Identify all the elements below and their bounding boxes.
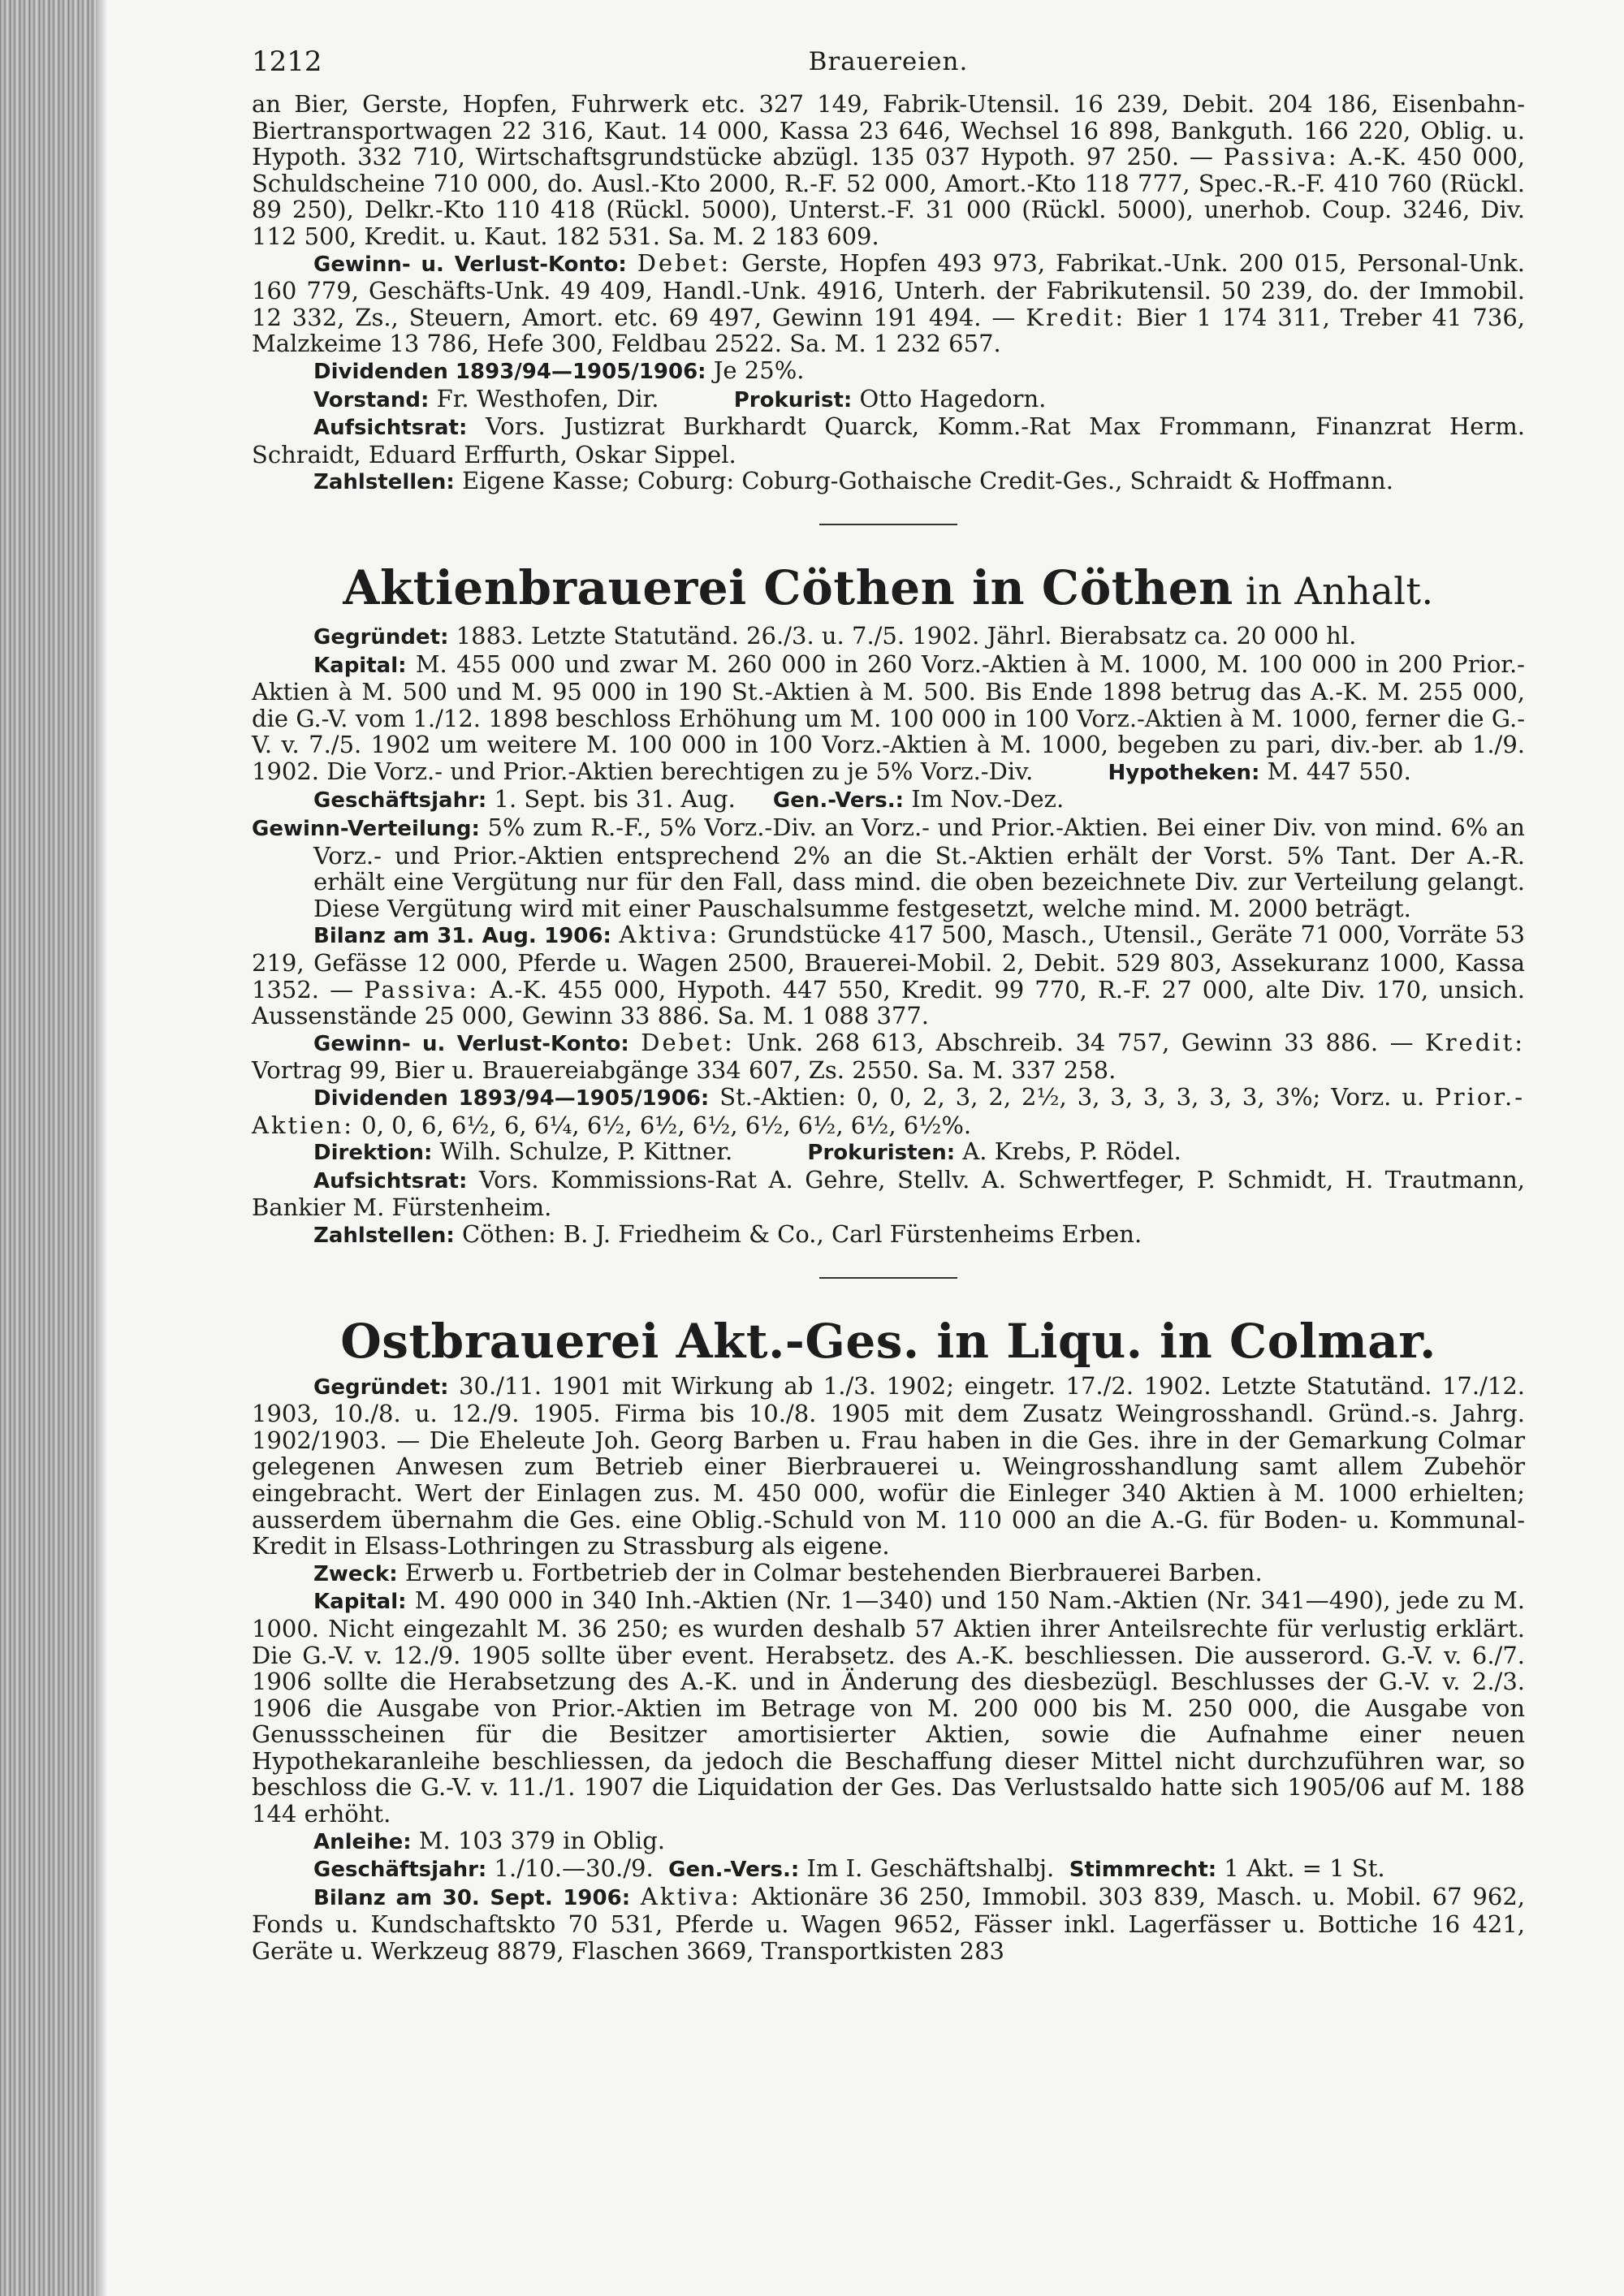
kapital-key: Kapital: (313, 653, 407, 678)
zahlstellen-key: Zahlstellen: (313, 470, 455, 495)
direktion-text: Wilh. Schulze, P. Kittner. (432, 1137, 808, 1166)
cont-aufsichtsrat-para (252, 413, 1525, 468)
genvers-key: Gen.-Vers.: (668, 1858, 800, 1883)
kapital-key: Kapital: (313, 1590, 407, 1615)
passiva-label: Passiva: (1223, 143, 1339, 171)
hypotheken-text: M. 447 550. (1259, 757, 1411, 785)
prior-label: Prior.-Aktien: (252, 1083, 1525, 1139)
section-divider (819, 524, 957, 525)
passiva-label: Passiva: (364, 975, 480, 1003)
hypotheken-key: Hypotheken: (1108, 760, 1260, 785)
aktiva-label: Aktiva: (619, 921, 720, 949)
colmar-gegruendet (252, 1373, 1525, 1560)
gegruendet-key: Gegründet: (313, 1375, 449, 1400)
entry-title-colmar: Ostbrauerei Akt.-Ges. in Liqu. in Colmar. (340, 1313, 1436, 1369)
colmar-anleihe (252, 1828, 1525, 1856)
div-key: Dividenden 1893/94—1905/1906: (313, 359, 706, 384)
gv-kredit-text: Vortrag 99, Bier u. Brauereiabgänge 334 607, Zs. 2550. Sa. M. 337 258. (252, 1056, 1116, 1085)
gegruendet-text: 1883. Letzte Statutänd. 26./3. u. 7./5. 1902. Jährl. Bierabsatz ca. 20 000 hl. (448, 621, 1357, 650)
geschaeftsjahr-key: Geschäftsjahr: (313, 1858, 487, 1883)
zahlstellen-text: Cöthen: B. J. Friedheim & Co., Carl Fürstenheims Erben. (454, 1219, 1142, 1248)
cothen-zahlstellen (252, 1221, 1525, 1249)
colmar-zweck (252, 1560, 1525, 1588)
geschaeftsjahr-text: 1. Sept. bis 31. Aug. (486, 785, 773, 814)
cont-passiva-text: A.-K. 450 000, Schuldscheine 710 000, do. Ausl.-Kto 2000, R.-F. 52 000, Amort.-Kto 118 777, Spec.-R.-F. 410 760 (Rückl. 89 250), Delkr.-Kto 110 418 (Rückl. 5000), Unterst.-F. 31 000 (Rückl. 5000), unerhob. Coup. 3246, Div. 112 500, Kredit. u. Kaut. 182 531. Sa. M. 2 183 609. (252, 143, 1525, 250)
aufsichtsrat-key: Aufsichtsrat: (313, 416, 468, 441)
debet-label: Debet: (641, 1028, 735, 1056)
kredit-label: Kredit: (1026, 303, 1126, 331)
spine-shadow (96, 0, 107, 2296)
cothen-dividenden (252, 1084, 1525, 1138)
debet-label: Debet: (637, 248, 732, 277)
book-spine (0, 0, 96, 2296)
bilanz-aktiva-text: Grundstücke 417 500, Masch., Utensil., Geräte 71 000, Vorräte 53 219, Gefässe 12 000, Pferde u. Wagen 2500, Brauerei-Mobil. 2, Debit. 529 803, Assekuranz 1000, Kassa 1352. — (252, 921, 1526, 1003)
vorstand-text: Fr. Westhofen, Dir. (429, 384, 734, 412)
bilanz-key: Bilanz am 30. Sept. 1906: (313, 1885, 631, 1910)
prokurist-text: Otto Hagedorn. (852, 384, 1047, 412)
colmar-geschaeftsjahr (252, 1855, 1525, 1884)
div-prior-text: 0, 0, 6, 6½, 6, 6¼, 6½, 6½, 6½, 6½, 6½, 6½, 6½%. (354, 1111, 972, 1139)
aufsichtsrat-text: Vors. Kommissions-Rat A. Gehre, Stellv. A. Schwertfeger, P. Schmidt, H. Trautmann, Bankier M. Fürstenheim. (252, 1165, 1525, 1222)
cont-vorstand-para (252, 386, 1525, 414)
cont-balance-para (252, 91, 1525, 250)
div-key: Dividenden 1893/94—1905/1906: (313, 1086, 710, 1111)
cothen-aufsichtsrat (252, 1167, 1525, 1221)
cothen-gewinnverteilung (252, 814, 1525, 921)
running-header (252, 45, 1525, 91)
cothen-kapital (252, 650, 1533, 787)
cothen-gv (252, 1029, 1525, 1084)
cothen-direktion (252, 1138, 1525, 1167)
kapital-text: M. 490 000 in 340 Inh.-Aktien (Nr. 1—340) und 150 Nam.-Aktien (Nr. 341—490), jede zu M. 1000. Nicht eingezahlt M. 36 250; es wurden deshalb 57 Aktien ihrer Anteilsrechte für verlustig erklärt. Die G.-V. v. 12./9. 1905 sollte über event. Herabsetz. des A.-K. beschliessen. Die ausserord. G.-V. v. 6./7. 1906 sollte die Herabsetzung des A.-K. und in Änderung des diesbezügl. Beschlusses der G.-V. v. 2./3. 1906 die Ausgabe von Prior.-Aktien im Betrage von M. 200 000 bis M. 250 000, die Ausgabe von Genussscheinen für die Besitzer amortisierter Aktien, sowie die Aufnahme einer neuen Hypothekaranleihe beschliessen, da jedoch die Beschaffung dieser Mittel nicht durchzuführen war, so beschloss die G.-V. v. 11./1. 1907 die Liquidation der Ges. Das Verlustsaldo hatte sich 1905/06 auf M. 188 144 erhöht. (252, 1586, 1525, 1828)
colmar-bilanz (252, 1884, 1525, 1965)
bilanz-aktiva-text: Aktionäre 36 250, Immobil. 303 839, Masch. u. Mobil. 67 962, Fonds u. Kundschaftskto 70 531, Pferde u. Wagen 9652, Fässer inkl. Lagerfässer u. Bottiche 16 421, Geräte u. Werkzeug 8879, Flaschen 3669, Transportkisten 283 (252, 1882, 1526, 1966)
geschaeftsjahr-key: Geschäftsjahr: (313, 788, 487, 814)
genvers-text: Im I. Geschäftshalbj. (799, 1854, 1069, 1883)
gegruendet-key: Gegründet: (313, 624, 449, 650)
cothen-geschaeftsjahr (252, 786, 1525, 814)
running-title: Brauereien. (808, 47, 969, 76)
vorstand-key: Vorstand: (313, 387, 430, 412)
aufsichtsrat-key: Aufsichtsrat: (313, 1168, 468, 1193)
cothen-title-main: Aktienbrauerei Cöthen in Cöthen (343, 559, 1233, 615)
gewinnverteilung-text: 5% zum R.-F., 5% Vorz.-Div. an Vorz.- und Prior.-Aktien. Bei einer Div. von mind. 6% an Vorz.- und Prior.-Aktien entsprechend 2% an die St.-Aktien erhält der Vorst. 5% Tant. Der A.-R. erhält eine Vergütung nur für den Fall, dass mind. die oben bezeichnete Div. zur Verteilung gelangt. Diese Vergütung wird mit einer Pauschalsumme festgesetzt, welche mind. M. 2000 beträgt. (313, 814, 1525, 922)
gv-key: Gewinn- u. Verlust-Konto: (313, 1031, 629, 1056)
document-page (252, 45, 1533, 1966)
cont-div-para (252, 357, 1525, 386)
prokurist-key: Prokurist: (733, 387, 853, 412)
aktiva-label: Aktiva: (640, 1882, 741, 1910)
aufsichtsrat-text: Vors. Justizrat Burkhardt Quarck, Komm.-Rat Max Frommann, Finanzrat Herm. Schraidt, Eduard Erffurth, Oskar Sippel. (252, 412, 1525, 468)
cont-balance-text: an Bier, Gerste, Hopfen, Fuhrwerk etc. 327 149, Fabrik-Utensil. 16 239, Debit. 204 186, Eisenbahn-Biertransportwagen 22 316, Kaut. 14 000, Kassa 23 646, Wechsel 16 898, Bankguth. 166 220, Oblig. u. Hypoth. 332 710, Wirtschaftsgrundstücke abzügl. 135 037 Hypoth. 97 250. — (252, 90, 1525, 171)
cothen-bilanz (252, 921, 1525, 1029)
entry-title-cothen (252, 559, 1525, 619)
zweck-key: Zweck: (313, 1561, 398, 1586)
cothen-gegruendet (252, 623, 1525, 651)
kapital-text: M. 455 000 und zwar M. 260 000 in 260 Vorz.-Aktien à M. 1000, M. 100 000 in 200 Prior.-Aktien à M. 500 und M. 95 000 in 190 St.-Aktien à M. 500. Bis Ende 1898 betrug das A.-K. M. 255 000, die G.-V. vom 1./12. 1898 beschloss Erhöhung um M. 100 000 in 100 Vorz.-Aktien à M. 1000, ferner die G.-V. v. 7./5. 1902 um weitere M. 100 000 in 100 Vorz.-Aktien à M. 1000, begeben zu pari, div.-ber. ab 1./9. 1902. Die Vorz.- und Prior.-Aktien berechtigen zu je 5% Vorz.-Div. (252, 650, 1533, 785)
colmar-kapital (252, 1587, 1525, 1827)
geschaeftsjahr-text: 1./10.—30./9. (486, 1854, 669, 1883)
div-text: Je 25%. (706, 356, 805, 384)
page-number: 1212 (252, 45, 322, 78)
bilanz-passiva-text: A.-K. 455 000, Hypoth. 447 550, Kredit. 99 770, R.-F. 27 000, alte Div. 170, unsich. Aussenstände 25 000, Gewinn 33 886. Sa. M. 1 088 377. (252, 975, 1525, 1030)
cothen-title-suffix: in Anhalt. (1233, 568, 1434, 613)
anleihe-key: Anleihe: (313, 1829, 412, 1854)
zahlstellen-key: Zahlstellen: (313, 1223, 455, 1248)
bilanz-key: Bilanz am 31. Aug. 1906: (313, 924, 611, 949)
genvers-text: Im Nov.-Dez. (904, 785, 1065, 814)
gv-key: Gewinn- u. Verlust-Konto: (313, 252, 627, 277)
gv-kredit-text: Bier 1 174 311, Treber 41 736, Malzkeime 13 786, Hefe 300, Feldbau 2522. Sa. M. 1 232 657. (252, 303, 1525, 358)
kredit-label: Kredit: (1425, 1028, 1525, 1056)
stimmrecht-text: 1 Akt. = 1 St. (1216, 1854, 1385, 1883)
gewinnverteilung-key: Gewinn-Verteilung: (252, 817, 480, 842)
gv-debet-text: Gerste, Hopfen 493 973, Fabrikat.-Unk. 200 015, Personal-Unk. 160 779, Geschäfts-Unk. 49 409, Handl.-Unk. 4916, Unterh. der Fabrikutensil. 50 239, do. der Immobil. 12 332, Zs., Steuern, Amort. etc. 69 497, Gewinn 191 494. — (252, 248, 1526, 331)
anleihe-text: M. 103 379 in Oblig. (411, 1826, 665, 1854)
section-divider (819, 1277, 957, 1279)
gv-debet-text: Unk. 268 613, Abschreib. 34 757, Gewinn 33 886. — (734, 1028, 1426, 1056)
div-st-text: St.-Aktien: 0, 0, 2, 3, 2, 2½, 3, 3, 3, 3, 3, 3, 3%; Vorz. u. (709, 1083, 1436, 1111)
zahlstellen-text: Eigene Kasse; Coburg: Coburg-Gothaische Credit-Ges., Schraidt & Hoffmann. (454, 467, 1393, 495)
cont-zahlstellen-para (252, 468, 1525, 496)
stimmrecht-key: Stimmrecht: (1069, 1858, 1217, 1883)
genvers-key: Gen.-Vers.: (772, 788, 905, 814)
gegruendet-text: 30./11. 1901 mit Wirkung ab 1./3. 1902; eingetr. 17./2. 1902. Letzte Statutänd. 17./12. 1903, 10./8. u. 12./9. 1905. Firma bis 10./8. 1905 mit dem Zusatz Weingrosshandl. Gründ.-s. Jahrg. 1902/1903. — Die Eheleute Joh. Georg Barben u. Frau haben in die Ges. ihre in der Gemarkung Colmar gelegenen Anwesen zum Betrieb einer Bierbrauerei u. Weingrosshandlung samt allem Zubehör eingebracht. Wert der Einlagen zus. M. 450 000, wofür die Einleger 340 Aktien à M. 1000 erhielten; ausserdem übernahm die Ges. eine Oblig.-Schuld von M. 110 000 an die A.-G. für Boden- u. Kommunal-Kredit in Elsass-Lothringen zu Strassburg als eigene. (252, 1371, 1525, 1560)
cont-gv-para (252, 250, 1525, 357)
zweck-text: Erwerb u. Fortbetrieb der in Colmar bestehenden Bierbrauerei Barben. (397, 1558, 1263, 1586)
prokuristen-text: A. Krebs, P. Rödel. (955, 1137, 1181, 1166)
direktion-key: Direktion: (313, 1141, 433, 1166)
prokuristen-key: Prokuristen: (807, 1141, 956, 1166)
